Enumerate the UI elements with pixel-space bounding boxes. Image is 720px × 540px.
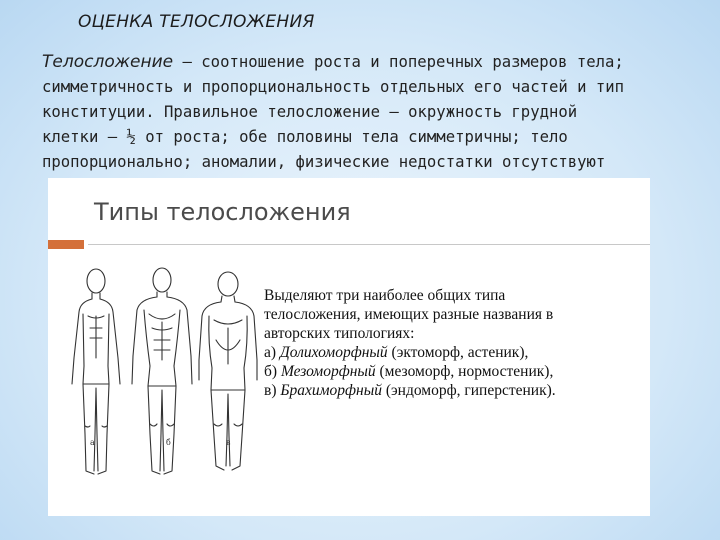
description-line-3: авторских типологиях: bbox=[264, 325, 415, 342]
description-line-1: Выделяют три наиболее общих типа bbox=[264, 287, 506, 304]
figure-label-b: б bbox=[166, 438, 171, 447]
definition-line-3: конституции. Правильное телосложение – окружность грудной bbox=[42, 103, 578, 121]
slide-title: ОЦЕНКА ТЕЛОСЛОЖЕНИЯ bbox=[78, 12, 315, 32]
term-dolichomorphic: Долихоморфный bbox=[279, 344, 388, 361]
figure-label-c: в bbox=[226, 438, 231, 447]
definition-text bbox=[42, 50, 712, 175]
accent-square bbox=[48, 240, 84, 249]
definition-line-1 bbox=[42, 50, 712, 75]
definition-line-4: клетки – ½ от роста; обе половины тела симметричны; тело bbox=[42, 128, 568, 146]
figure-label-a: а bbox=[90, 438, 95, 447]
term-mesomorphic: Мезоморфный bbox=[280, 363, 376, 380]
definition-term: Телосложение bbox=[42, 52, 174, 72]
panel-title: Типы телосложения bbox=[94, 198, 351, 226]
definition-line-5: пропорционально; аномалии, физические недостатки отсутствуют bbox=[42, 153, 606, 171]
description-item-a: а) Долихоморфный (эктоморф, астеник), bbox=[264, 344, 529, 361]
definition-line-1-rest: – соотношение роста и поперечных размеров тела; bbox=[173, 53, 624, 71]
body-types-description bbox=[264, 286, 644, 400]
description-item-b: б) Мезоморфный (мезоморф, нормостеник), bbox=[264, 363, 554, 380]
description-item-c: в) Брахиморфный (эндоморф, гиперстеник). bbox=[264, 382, 556, 399]
term-brachymorphic: Брахиморфный bbox=[280, 382, 382, 399]
body-types-panel bbox=[48, 178, 650, 516]
body-figures-illustration bbox=[58, 266, 262, 486]
description-line-2: телосложения, имеющих разные названия в bbox=[264, 306, 554, 323]
figure-mesomorph bbox=[132, 268, 192, 474]
body-figures-drawing bbox=[58, 266, 262, 486]
figure-ectomorph bbox=[72, 269, 120, 474]
definition-line-2: симметричность и пропорциональность отдельных его частей и тип bbox=[42, 78, 625, 96]
accent-divider bbox=[88, 244, 650, 245]
